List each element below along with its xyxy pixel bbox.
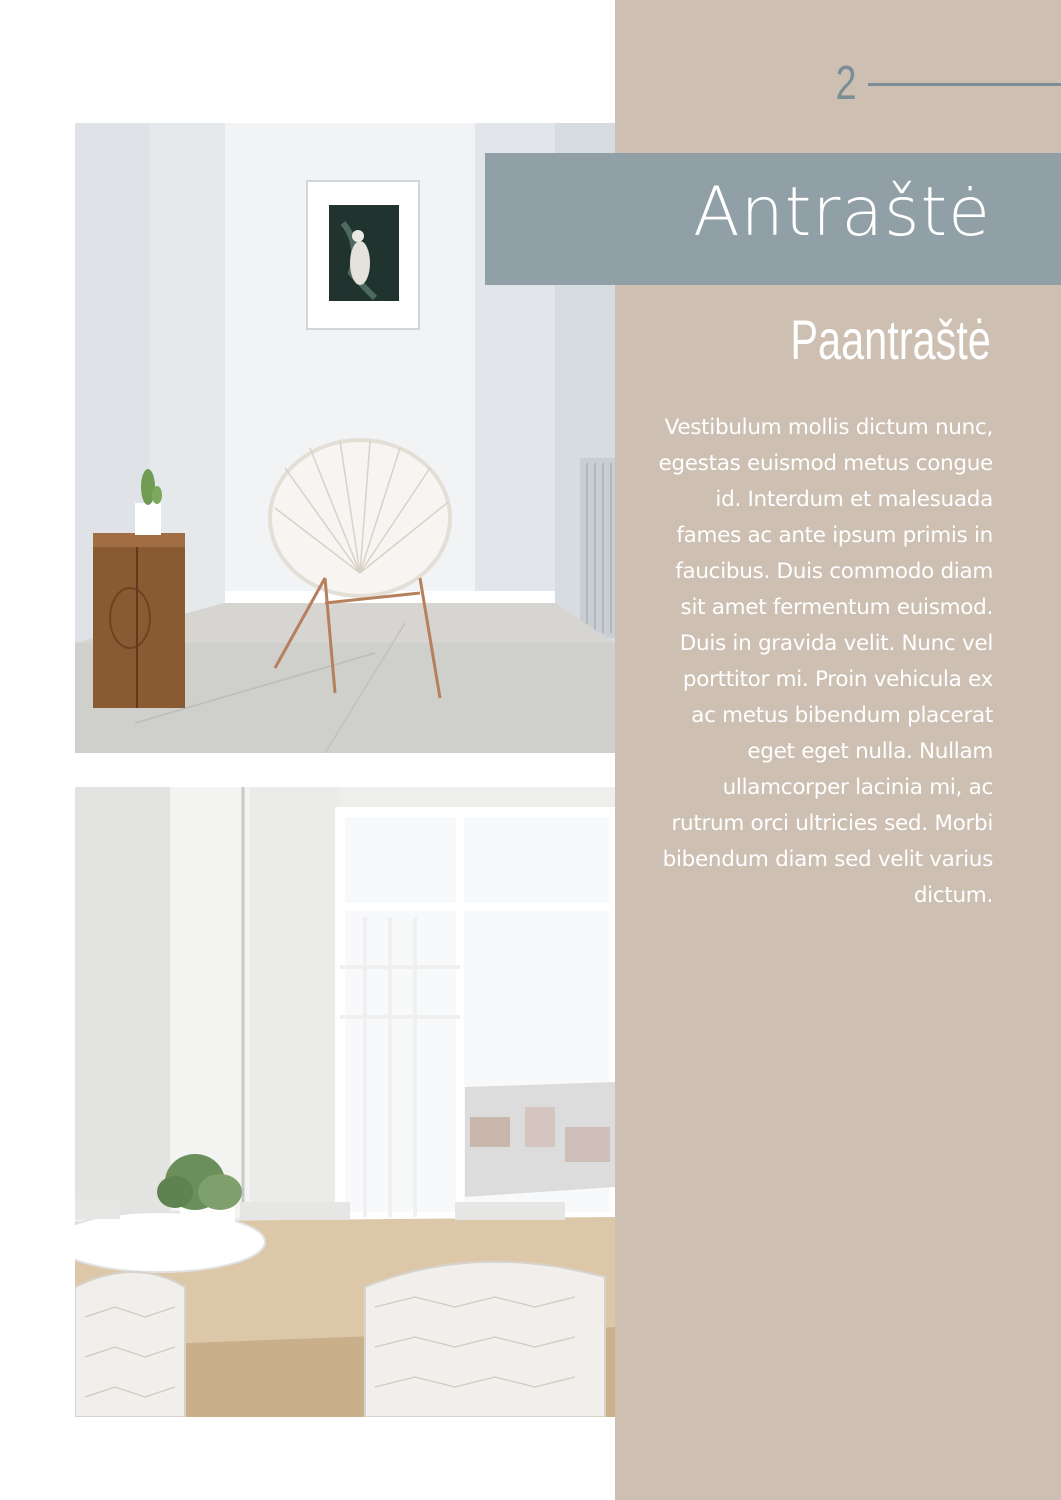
body-paragraph: Vestibulum mollis dictum nunc, egestas euismod metus congue id. Interdum et malesuada fames ac ante ipsum primis in faucibus. Duis commodo diam sit amet fermentum euismod. Duis in gravida velit. Nunc vel porttitor mi. Proin vehicula ex ac metus bibendum placerat eget eget nulla. Nullam ullamcorper lacinia mi, ac rutrum orci ultricies sed. Morbi bibendum diam sed velit varius dictum. bbox=[658, 415, 993, 908]
page-title: Antraštė bbox=[693, 173, 991, 252]
page-number: 2 bbox=[835, 57, 857, 110]
photo-dining-table bbox=[75, 787, 615, 1417]
page-subtitle: Paantraštė bbox=[790, 308, 991, 371]
interior-table-photo bbox=[75, 787, 615, 1417]
page-number-rule bbox=[868, 83, 1061, 86]
